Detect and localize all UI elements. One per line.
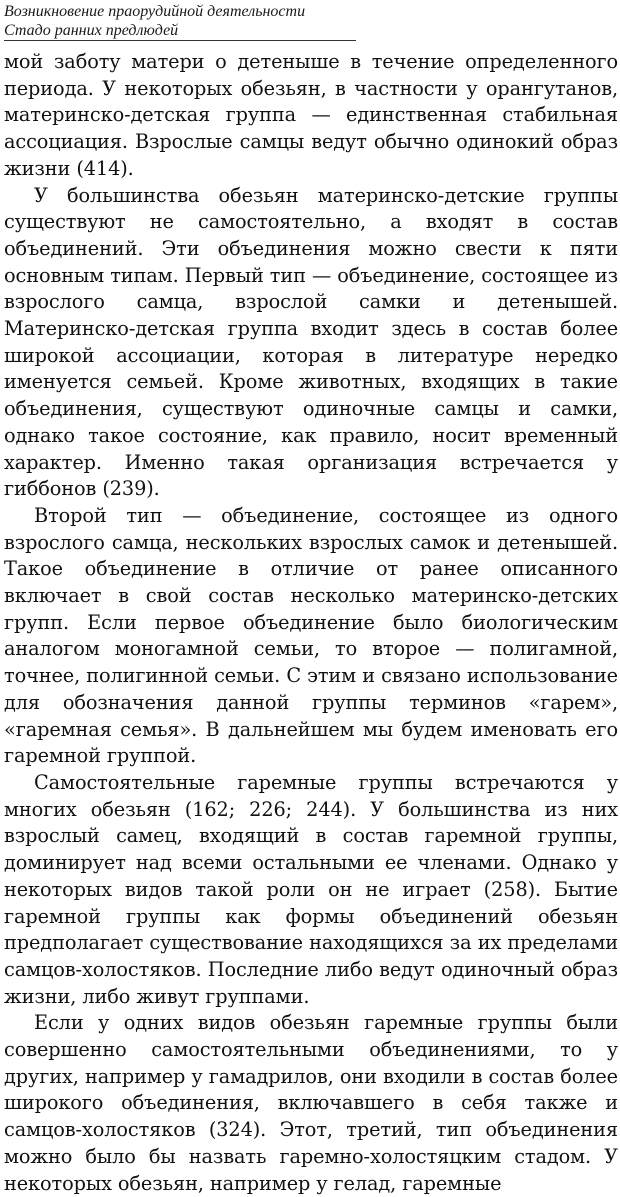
paragraph-5: Если у одних видов обезьян гаремные группы были совершенно самостоятельными объединениями, то у других, например у гамадрилов, они входили в состав более широкого объединения, включавшего в себя также и самцов-холостяков (324). Этот, третий, тип объединения можно было бы назвать гаремно-холостяцким стадом. У некоторых обезьян, например у гелад, гаремные: [4, 1011, 618, 1195]
paragraph-2: У большинства обезьян материнско-детские группы существуют не самостоятельно, а входят в состав объединений. Эти объединения можно свести к пяти основным типам. Первый тип — объединение, состоящее из взрослого самца, взрослой самки и детенышей. Материнско-детская группа входит здесь в состав более широкой ассоциации, которая в литературе нередко именуется семьей. Кроме животных, входящих в такие объединения, существуют одиночные самцы и самки, однако такое состояние, как правило, носит временный характер. Именно такая организация встречается у гиббонов (239).: [4, 183, 618, 501]
paragraph-1-continuation: мой заботу матери о детеныше в течение определенного периода. У некоторых обезьян, в частности у орангутанов, материнско-детская группа — единственная стабильная ассоциация. Взрослые самцы ведут обычно одинокий образ жизни (414).: [4, 50, 618, 180]
running-head: [4, 0, 356, 41]
running-head-line-1: Возникновение праорудийной деятельности: [4, 3, 306, 20]
paragraph-4: Самостоятельные гаремные группы встречаются у многих обезьян (162; 226; 244). У большинства из них взрослый самец, входящий в состав гаремной группы, доминирует над всеми остальными ее членами. Однако у некоторых видов такой роли он не играет (258). Бытие гаремной группы как формы объединений обезьян предполагает существование находящихся за их пределами самцов-холостяков. Последние либо ведут одиночный образ жизни, либо живут группами.: [4, 770, 618, 1008]
body-text: [4, 49, 618, 1197]
paragraph-3: Второй тип — объединение, состоящее из одного взрослого самца, нескольких взрослых самок и детенышей. Такое объединение в отличие от ранее описанного включает в свой состав несколько материнско-детских групп. Если первое объединение было биологическим аналогом моногамной семьи, то второе — полигамной, точнее, полигинной семьи. С этим и связано использование для обозначения данной группы терминов «гарем», «гаремная семья». В дальнейшем мы будем именовать его гаремной группой.: [4, 503, 618, 768]
running-head-line-2: Стадо ранних предлюдей: [4, 22, 179, 39]
